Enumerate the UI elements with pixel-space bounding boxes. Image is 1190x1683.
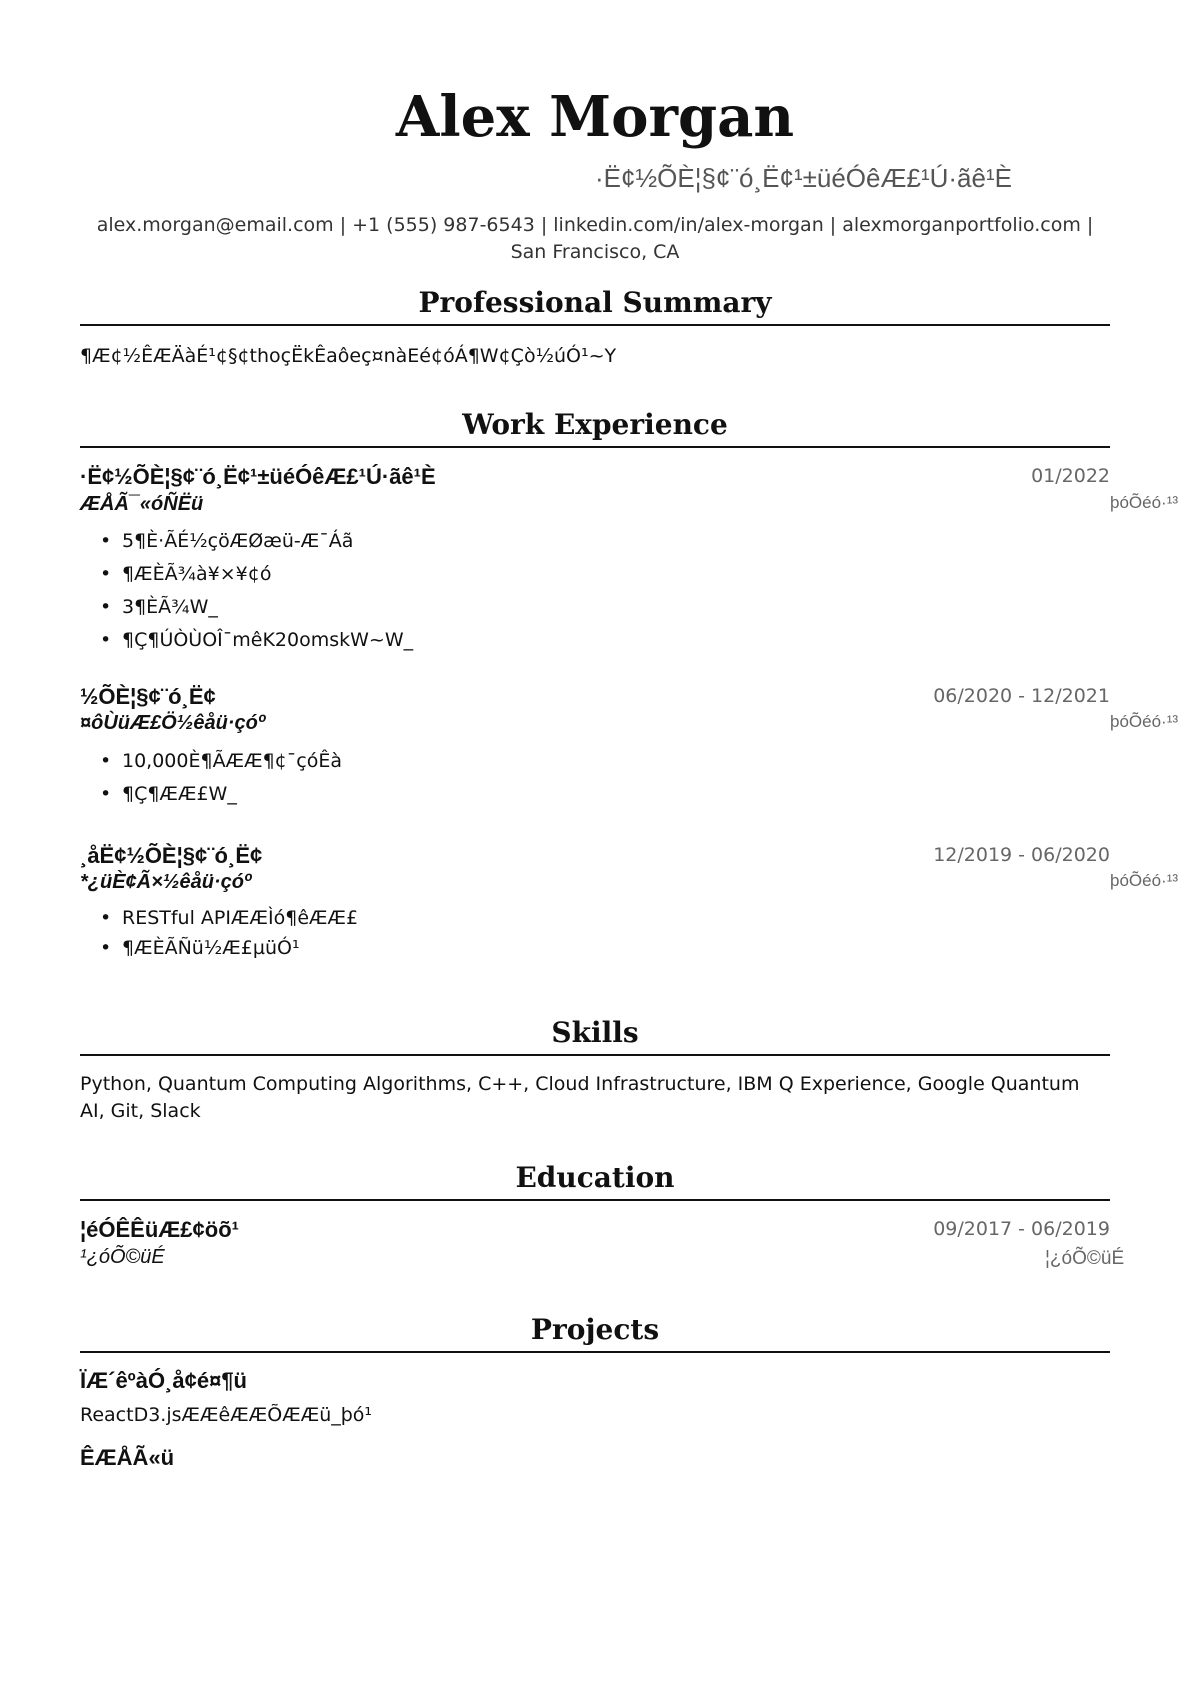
section-title-projects: Projects: [530, 1313, 660, 1346]
contact-line: alex.morgan@email.com | +1 (555) 987-6543 | linkedin.com/in/alex-morgan | alexmorganportfolio.com | San Francisco, CA: [96, 214, 1094, 263]
job-location: þóÕéó·¹³: [1110, 493, 1179, 512]
job-bullet: • 3¶ÈÃ¾W_: [100, 591, 413, 624]
job-company: ¤ôÙüÆ£Ö½êåü·çóº: [80, 712, 266, 734]
project-title: ÏÆ´êºàÓ¸å¢é¤¶ü: [80, 1368, 247, 1393]
project-description: ReactD3.jsÆÆêÆÆÕÆÆü_þó¹: [80, 1404, 373, 1426]
candidate-subtitle: ·Ë¢½ÕÈ¦§¢¨ó¸Ë¢¹±üéÓêÆ£¹Ú·ãê¹È: [595, 163, 1012, 193]
candidate-name: Alex Morgan: [395, 84, 795, 150]
section-divider: [80, 1351, 1110, 1353]
job-bullet: • RESTful APIÆÆÌó¶êÆÆ£: [100, 902, 358, 935]
job-bullet: • ¶ÆÈÃÑü½Æ£µüÓ¹: [100, 935, 358, 962]
job-location: þóÕéó·¹³: [1110, 871, 1179, 890]
section-divider: [80, 446, 1110, 448]
section-title-experience: Work Experience: [462, 408, 728, 441]
section-title-skills: Skills: [551, 1016, 639, 1049]
education-school: ¹¿óÕ©üÉ: [80, 1246, 165, 1268]
education-degree: ¦éÓÊÊüÆ£¢öõ¹: [80, 1217, 239, 1242]
education-date: 09/2017 - 06/2019: [933, 1218, 1110, 1240]
job-bullet: • ¶Ç¶ÚÒÙOÎ¯mêK20omskW~W_: [100, 624, 413, 657]
section-title-education: Education: [515, 1161, 675, 1194]
job-title: ½ÕÈ¦§¢¨ó¸Ë¢: [80, 684, 216, 709]
job-company: ÆÅÃ¯«óÑËü: [80, 493, 204, 515]
project-title: ÊÆÅÃ«ü: [80, 1445, 175, 1470]
job-title: ·Ë¢½ÕÈ¦§¢¨ó¸Ë¢¹±üéÓêÆ£¹Ú·ãê¹È: [80, 464, 436, 489]
summary-text: ¶Æ¢½ÊÆÄàÉ¹¢§¢thoçËkÊaôeç¤nàEé¢óÁ¶W¢Çò½úÓ¹~Y: [80, 345, 617, 367]
education-location: ¦¿óÕ©üÉ: [1045, 1248, 1125, 1269]
job-bullets: [100, 525, 413, 657]
job-date: 01/2022: [1031, 465, 1110, 487]
skills-text: Python, Quantum Computing Algorithms, C++, Cloud Infrastructure, IBM Q Experience, Google Quantum AI, Git, Slack: [80, 1073, 1080, 1122]
job-company: *¿üÈ¢Ã×½êåü·çóº: [80, 871, 252, 893]
section-divider: [80, 1054, 1110, 1056]
job-bullets: [100, 745, 342, 811]
job-date: 12/2019 - 06/2020: [933, 844, 1110, 866]
section-divider: [80, 324, 1110, 326]
job-bullet: • ¶Ç¶ÆÆ£W_: [100, 778, 342, 811]
job-location: þóÕéó·¹³: [1110, 712, 1179, 731]
job-bullet: • 10,000È¶ÃÆÆ¶¢¯çóÊà: [100, 745, 342, 778]
job-bullet: • 5¶È·ÃÉ½çöÆØæü-Æ¯Áã: [100, 525, 413, 558]
job-title: ¸åË¢½ÕÈ¦§¢¨ó¸Ë¢: [80, 843, 263, 868]
job-date: 06/2020 - 12/2021: [933, 685, 1110, 707]
section-divider: [80, 1199, 1110, 1201]
section-title-summary: Professional Summary: [418, 286, 772, 319]
job-bullets: [100, 902, 358, 962]
job-bullet: • ¶ÆÈÃ¾à¥×¥¢ó: [100, 558, 413, 591]
